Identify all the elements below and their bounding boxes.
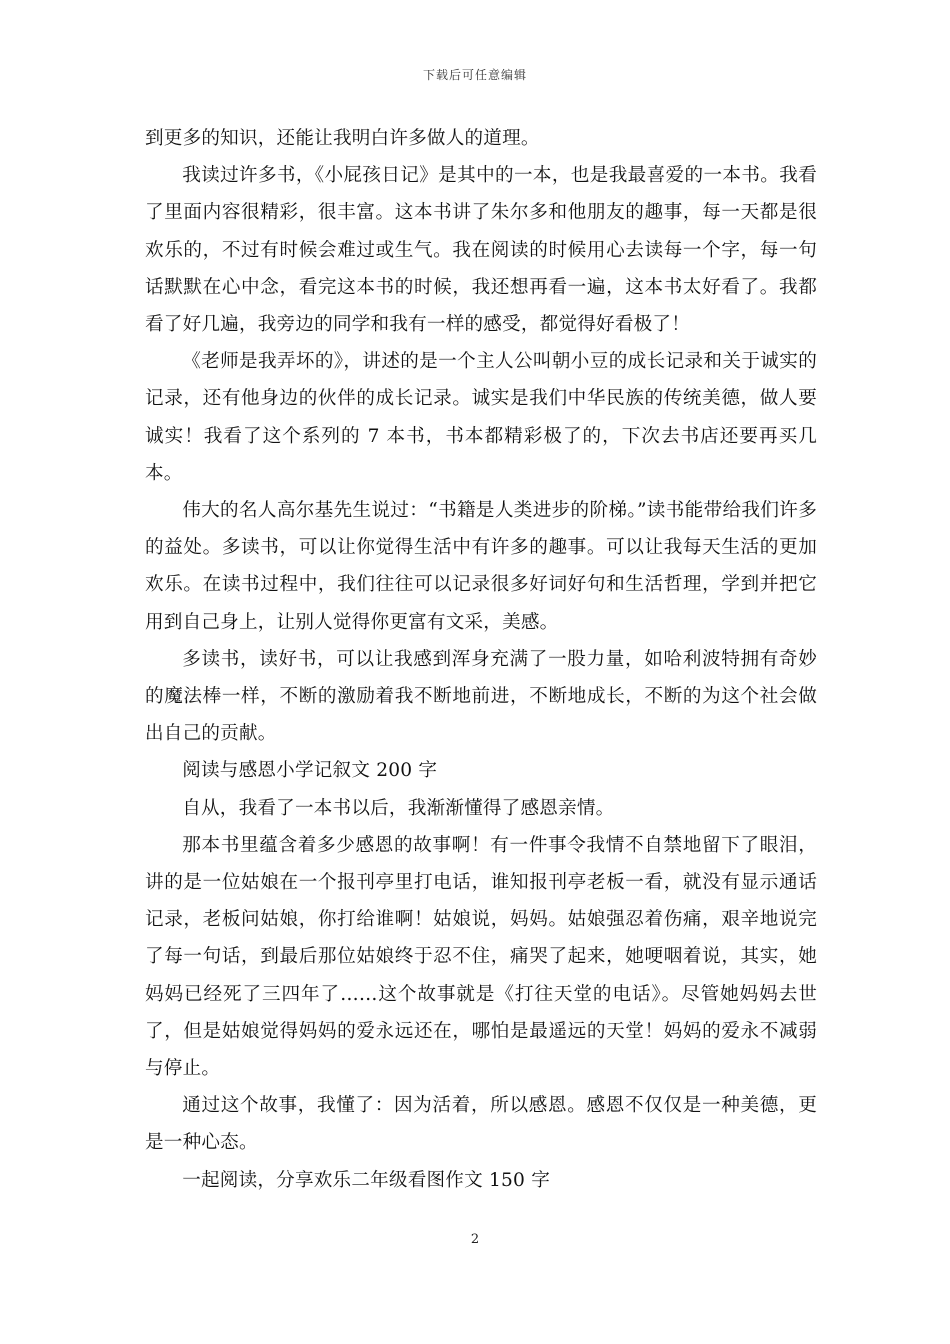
paragraph-phone-to-heaven-story: 那本书里蕴含着多少感恩的故事啊！有一件事令我情不自禁地留下了眼泪，讲的是一位姑娘在一个报刊亭里打电话，谁知报刊亭老板一看，就没有显示通话记录，老板问姑娘，你打给谁啊！姑娘说，妈妈。姑娘强忍着伤痛，艰辛地说完了每一句话，到最后那位姑娘终于忍不住，痛哭了起来，她哽咽着说，其实，她妈妈已经死了三四年了……这个故事就是《打往天堂的电话》。尽管她妈妈去世了，但是姑娘觉得妈妈的爱永远还在，哪怕是最遥远的天堂！妈妈的爱永不减弱与停止。 <box>145 834 817 1080</box>
paragraph-since-reading: 自从，我看了一本书以后，我渐渐懂得了感恩亲情。 <box>182 797 615 819</box>
page-number: 2 <box>470 1232 480 1247</box>
document-body <box>145 120 817 1199</box>
paragraph-diary-of-wimpy-kid: 我读过许多书，《小屁孩日记》是其中的一本，也是我最喜爱的一本书。我看了里面内容很精彩，很丰富。这本书讲了朱尔多和他朋友的趣事，每一天都是很欢乐的，不过有时候会难过或生气。我在阅读的时候用心去读每一个字，每一句话默默在心中念，看完这本书的时候，我还想再看一遍，这本书太好看了。我都看了好几遍，我旁边的同学和我有一样的感受，都觉得好看极了！ <box>145 165 817 336</box>
paragraph-continuation: 到更多的知识，还能让我明白许多做人的道理。 <box>145 128 540 149</box>
paragraph-teacher-book-series: 《老师是我弄坏的》，讲述的是一个主人公叫朝小豆的成长记录和关于诚实的记录，还有他身边的伙伴的成长记录。诚实是我们中华民族的传统美德，做人要诚实！我看了这个系列的 7 本书，书本都精彩极了的，下次去书店还要再买几本。 <box>145 351 817 484</box>
paragraph-gratitude-conclusion: 通过这个故事，我懂了：因为活着，所以感恩。感恩不仅仅是一种美德，更是一种心态。 <box>145 1095 817 1154</box>
paragraph-gorky-quote: 伟大的名人高尔基先生说过：“书籍是人类进步的阶梯。”读书能带给我们许多的益处。多读书，可以让你觉得生活中有许多的趣事。可以让我每天生活的更加欢乐。在读书过程中，我们往往可以记录很多好词好句和生活哲理，学到并把它用到自己身上，让别人觉得你更富有文采，美感。 <box>145 500 817 633</box>
section-title-reading-together: 一起阅读，分享欢乐二年级看图作文 150 字 <box>182 1169 550 1191</box>
paragraph-read-more: 多读书，读好书，可以让我感到浑身充满了一股力量，如哈利波特拥有奇妙的魔法棒一样，不断的激励着我不断地前进，不断地成长，不断的为这个社会做出自己的贡献。 <box>145 648 817 745</box>
section-title-reading-gratitude: 阅读与感恩小学记叙文 200 字 <box>182 760 438 782</box>
page-header: 下载后可任意编辑 <box>422 68 527 82</box>
